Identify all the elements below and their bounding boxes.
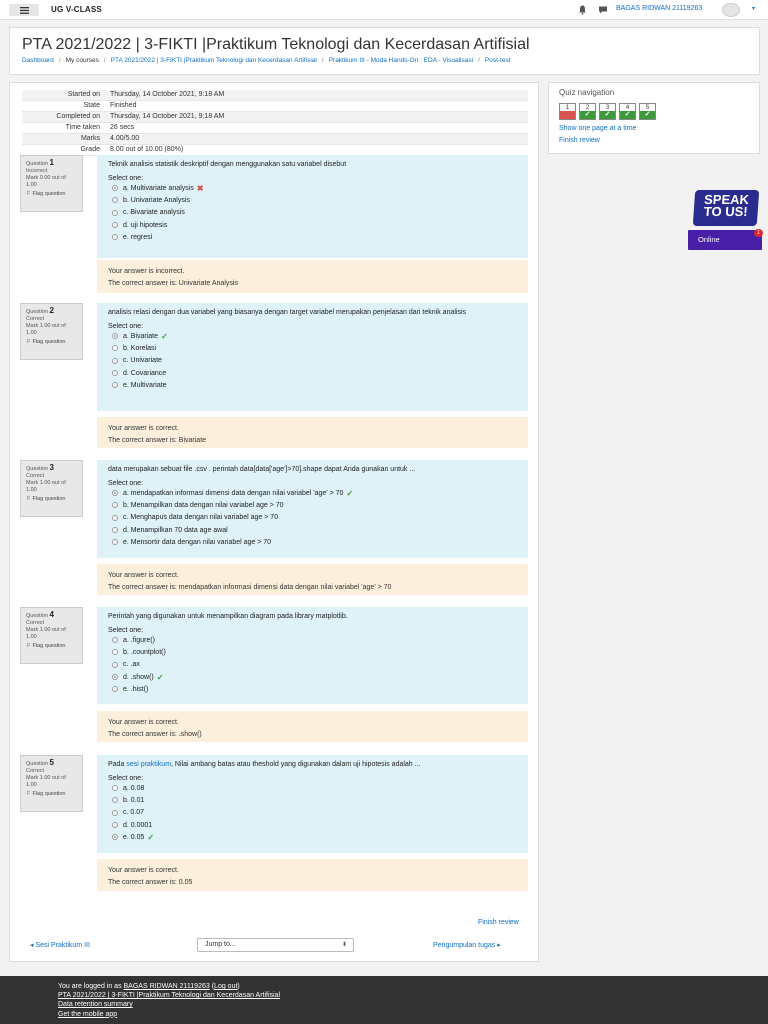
breadcrumb-separator: / [103, 57, 106, 64]
summary-value: 26 secs [106, 123, 528, 134]
answer-options [108, 182, 517, 243]
incorrect-status-bar [560, 111, 575, 119]
select-one-label: Select one: [108, 627, 144, 634]
checkmark-icon: ✓ [147, 832, 155, 842]
question-number: Question 5 [26, 758, 54, 767]
radio-button[interactable] [112, 333, 118, 339]
select-arrows-icon: ⬍ [341, 942, 347, 948]
answer-feedback [97, 564, 528, 595]
answer-option[interactable]: b. Menampilkan data dengan nilai variabel age > 70 [108, 499, 517, 511]
page-footer [0, 976, 768, 1024]
question-state: Correct [26, 316, 45, 322]
radio-button[interactable] [112, 637, 118, 643]
correct-answer-text: The correct answer is: Bivariate [108, 437, 207, 444]
checkmark-icon: ✓ [156, 672, 164, 682]
answer-option[interactable]: c. Bivariate analysis [108, 207, 517, 219]
correct-answer-text: The correct answer is: 0.05 [108, 879, 193, 886]
select-one-label: Select one: [108, 775, 144, 782]
online-chat-button[interactable]: Online [688, 230, 762, 250]
notification-badge: 1 [754, 229, 763, 237]
flag-icon: ⚐ [26, 643, 31, 649]
question-mark: Mark 1.00 out of 1.00 [26, 323, 66, 336]
radio-button[interactable] [112, 210, 118, 216]
quiz-nav-button-2[interactable]: 2 ✓ [579, 103, 596, 120]
flag-icon: ⚐ [26, 496, 31, 502]
answer-option[interactable]: e. Multivariate [108, 379, 517, 391]
hamburger-menu-button[interactable] [9, 4, 39, 16]
feedback-text: Your answer is correct. [108, 719, 179, 726]
summary-value: Finished [106, 101, 528, 112]
breadcrumb [22, 57, 511, 64]
quiz-review-panel [9, 82, 539, 962]
radio-button[interactable] [112, 822, 118, 828]
summary-value: 4.00/5.00 [106, 134, 528, 145]
answer-feedback [97, 417, 528, 448]
answer-option[interactable]: e. 0.05 ✓ [108, 831, 517, 843]
question-mark: Mark 1.00 out of 1.00 [26, 627, 66, 640]
flag-icon: ⚐ [26, 339, 31, 345]
quiz-nav-button-4[interactable]: 4 ✓ [619, 103, 636, 120]
speak-to-us-logo[interactable]: SPEAK TO US! [693, 190, 760, 226]
question-content [97, 460, 528, 558]
feedback-text: Your answer is correct. [108, 572, 179, 579]
attempt-summary-table [22, 90, 528, 156]
feedback-text: Your answer is correct. [108, 867, 179, 874]
question-number: Question 1 [26, 158, 54, 167]
flag-icon: ⚐ [26, 191, 31, 197]
answer-option[interactable]: d. Menampilkan 70 data age awal [108, 524, 517, 536]
flag-question-link[interactable]: ⚐ Flag question [26, 791, 66, 797]
site-brand[interactable]: UG V-CLASS [51, 5, 102, 14]
correct-answer-text: The correct answer is: Univariate Analysis [108, 280, 238, 287]
logout-link[interactable]: Log out [214, 983, 238, 990]
radio-button[interactable] [112, 382, 118, 388]
radio-button[interactable] [112, 358, 118, 364]
answer-option[interactable]: d. 0.0001 [108, 819, 517, 831]
avatar[interactable] [722, 3, 740, 17]
breadcrumb-course[interactable]: PTA 2021/2022 | 3-FIKTI |Praktikum Teknologi dan Kecerdasan Artifisial [110, 57, 317, 64]
breadcrumb-section[interactable]: Praktikum III - Moda Hands-On : EDA - Visualisasi [328, 57, 474, 64]
answer-option[interactable]: d. uji hipotesis [108, 219, 517, 231]
breadcrumb-my-courses: My courses [65, 57, 99, 64]
answer-options [108, 487, 517, 548]
chat-icon[interactable] [598, 5, 608, 15]
question-state: Correct [26, 473, 45, 479]
answer-options [108, 330, 517, 391]
quiz-navigation-buttons [559, 103, 656, 120]
flag-question-link[interactable]: ⚐ Flag question [26, 643, 66, 649]
summary-row [22, 101, 528, 112]
flag-icon: ⚐ [26, 791, 31, 797]
summary-label: State [22, 101, 106, 112]
radio-button[interactable] [112, 649, 118, 655]
summary-label: Grade [22, 145, 106, 156]
summary-value: Thursday, 14 October 2021, 9:18 AM [106, 90, 528, 101]
answer-option[interactable]: c. 0.07 [108, 807, 517, 819]
checkmark-icon: ✓ [346, 488, 354, 498]
question-mark: Mark 1.00 out of 1.00 [26, 480, 66, 493]
feedback-text: Your answer is incorrect. [108, 268, 185, 275]
select-one-label: Select one: [108, 480, 144, 487]
breadcrumb-dashboard[interactable]: Dashboard [22, 57, 54, 64]
finish-review-link[interactable]: Finish review [478, 919, 519, 926]
radio-button[interactable] [112, 222, 118, 228]
radio-button[interactable] [112, 370, 118, 376]
answer-option[interactable]: e. Mensortir data dengan nilai variabel age > 70 [108, 536, 517, 548]
breadcrumb-separator: / [478, 57, 480, 64]
question-text: Teknik analisis statistik deskriptif dengan menggunakan satu variabel disebut [108, 161, 347, 168]
data-retention-link[interactable]: Data retention summary [58, 1001, 133, 1009]
question-mark: Mark 1.00 out of 1.00 [26, 775, 66, 788]
summary-row [22, 112, 528, 123]
page-header [9, 27, 760, 75]
radio-button[interactable] [112, 785, 118, 791]
checkmark-icon: ✓ [600, 111, 615, 119]
breadcrumb-post-test[interactable]: Post-test [484, 57, 511, 64]
logged-in-info: You are logged in as BAGAS RIDWAN 21119263 (Log out) [58, 983, 240, 990]
user-menu-name[interactable]: BAGAS RIDWAN 21119263 [616, 5, 703, 12]
answer-option[interactable]: a. 0.08 [108, 782, 517, 794]
checkmark-icon: ✓ [161, 331, 168, 341]
question-info [20, 755, 83, 812]
summary-row [22, 134, 528, 145]
quiz-nav-button-3[interactable]: 3 ✓ [599, 103, 616, 120]
summary-label: Marks [22, 134, 106, 145]
previous-activity-link[interactable]: ◂ Sesi Praktikum III [30, 942, 90, 949]
question-info [20, 303, 83, 360]
breadcrumb-separator: / [321, 57, 324, 64]
answer-feedback [97, 859, 528, 891]
question-number: Question 3 [26, 463, 54, 472]
bell-icon[interactable] [578, 5, 587, 15]
checkmark-icon: ✓ [620, 111, 635, 119]
feedback-text: Your answer is correct. [108, 425, 179, 432]
radio-button[interactable] [112, 810, 118, 816]
show-one-page-link[interactable]: Show one page at a time [559, 125, 637, 132]
answer-option[interactable]: e. regresi [108, 231, 517, 243]
checkmark-icon: ✓ [640, 111, 655, 119]
radio-button[interactable] [112, 197, 118, 203]
question-content [97, 155, 528, 258]
mobile-app-link[interactable]: Get the mobile app [58, 1010, 118, 1018]
question-text: Pada sesi praktikum, Nilai ambang batas atau theshold yang digunakan dalam uji hipotesis adalah ... [108, 761, 421, 768]
quiz-navigation-block [548, 82, 760, 154]
radio-button[interactable] [112, 345, 118, 351]
summary-row [22, 123, 528, 134]
summary-label: Started on [22, 90, 106, 101]
answer-option[interactable]: b. 0.01 [108, 794, 517, 806]
top-navbar [0, 0, 768, 20]
question-mark: Mark 0.00 out of 1.00 [26, 175, 66, 188]
answer-feedback [97, 260, 528, 293]
radio-button[interactable] [112, 834, 118, 840]
cross-icon: ✖ [196, 183, 204, 193]
summary-value: Thursday, 14 October 2021, 9:18 AM [106, 112, 528, 123]
radio-button[interactable] [112, 234, 118, 240]
question-state: Correct [26, 620, 45, 626]
answer-option[interactable]: b. .countplot() [108, 646, 517, 658]
question-number: Question 4 [26, 610, 54, 619]
radio-button[interactable] [112, 662, 118, 668]
radio-button[interactable] [112, 539, 118, 545]
radio-button[interactable] [112, 515, 118, 521]
question-state: Correct [26, 768, 45, 774]
select-one-label: Select one: [108, 323, 144, 330]
answer-option[interactable]: e. .hist() [108, 683, 517, 695]
session-link[interactable]: sesi praktikum [126, 761, 172, 768]
flag-question-link[interactable]: ⚐ Flag question [26, 496, 66, 502]
quiz-nav-button-1[interactable]: 1 [559, 103, 576, 120]
answer-option[interactable]: c. .ax [108, 659, 517, 671]
jump-to-select[interactable] [197, 938, 354, 952]
select-one-label: Select one: [108, 175, 144, 182]
quiz-navigation-title: Quiz navigation [559, 88, 615, 97]
next-activity-link[interactable]: Pengumpulan tugas ▸ [433, 942, 501, 949]
footer-course-link[interactable]: PTA 2021/2022 | 3-FIKTI |Praktikum Teknologi dan Kecerdasan Artifisial [58, 992, 281, 1000]
jump-to-label: Jump to... [205, 941, 236, 948]
flag-question-link[interactable]: ⚐ Flag question [26, 191, 66, 197]
answer-option[interactable]: c. Univariate [108, 355, 517, 367]
question-content [97, 607, 528, 704]
finish-review-nav-link[interactable]: Finish review [559, 137, 600, 144]
question-content [97, 755, 528, 853]
checkmark-icon: ✓ [580, 111, 595, 119]
answer-option[interactable]: a. .figure() [108, 634, 517, 646]
question-info [20, 460, 83, 517]
radio-button[interactable] [112, 527, 118, 533]
answer-option[interactable]: c. Menghapus data dengan nilai variabel age > 70 [108, 512, 517, 524]
answer-option[interactable]: b. Univariate Analysis [108, 194, 517, 206]
question-info [20, 607, 83, 664]
answer-option[interactable]: d. .show() ✓ [108, 671, 517, 683]
radio-button[interactable] [112, 674, 118, 680]
question-number: Question 2 [26, 306, 54, 315]
summary-label: Completed on [22, 112, 106, 123]
answer-option[interactable]: a. Multivariate analysis ✖ [108, 182, 517, 194]
question-text: data merupakan sebuat file .csv . perintah data[data['age']>70].shape dapat Anda gunakan untuk ... [108, 466, 416, 473]
radio-button[interactable] [112, 797, 118, 803]
hamburger-icon [20, 7, 29, 14]
correct-answer-text: The correct answer is: .show() [108, 731, 202, 738]
question-content [97, 303, 528, 411]
page-title: PTA 2021/2022 | 3-FIKTI |Praktikum Teknologi dan Kecerdasan Artifisial [22, 36, 530, 53]
summary-value: 8.00 out of 10.00 (80%) [106, 145, 528, 156]
question-text: analisis relasi dengan dua variabel yang biasanya dengan target variabel merupakan penjelasan dari teknik analisis [108, 309, 467, 316]
answer-option[interactable]: a. mendapatkan informasi dimensi data dengan nilai variabel 'age' > 70 ✓ [108, 487, 517, 499]
answer-options [108, 782, 517, 843]
chevron-down-icon[interactable]: ▾ [752, 6, 756, 12]
question-state: Incorrect [26, 168, 48, 174]
radio-button[interactable] [112, 185, 118, 191]
question-info [20, 155, 83, 212]
correct-answer-text: The correct answer is: mendapatkan informasi dimensi data dengan nilai variabel 'age' > 70 [108, 584, 392, 591]
footer-user-link[interactable]: BAGAS RIDWAN 21119263 [123, 983, 210, 990]
flag-question-link[interactable]: ⚐ Flag question [26, 339, 66, 345]
summary-row [22, 90, 528, 101]
radio-button[interactable] [112, 686, 118, 692]
answer-option[interactable]: d. Covariance [108, 367, 517, 379]
summary-label: Time taken [22, 123, 106, 134]
answer-option[interactable]: a. Bivariate ✓ [108, 330, 517, 342]
answer-feedback [97, 711, 528, 742]
summary-row [22, 145, 528, 156]
radio-button[interactable] [112, 502, 118, 508]
breadcrumb-separator: / [58, 57, 61, 64]
question-text: Perintah yang digunakan untuk menampilkan diagram pada library matplotlib. [108, 613, 348, 620]
answer-options [108, 634, 517, 695]
radio-button[interactable] [112, 490, 118, 496]
answer-option[interactable]: b. Korelasi [108, 342, 517, 354]
quiz-nav-button-5[interactable]: 5 ✓ [639, 103, 656, 120]
